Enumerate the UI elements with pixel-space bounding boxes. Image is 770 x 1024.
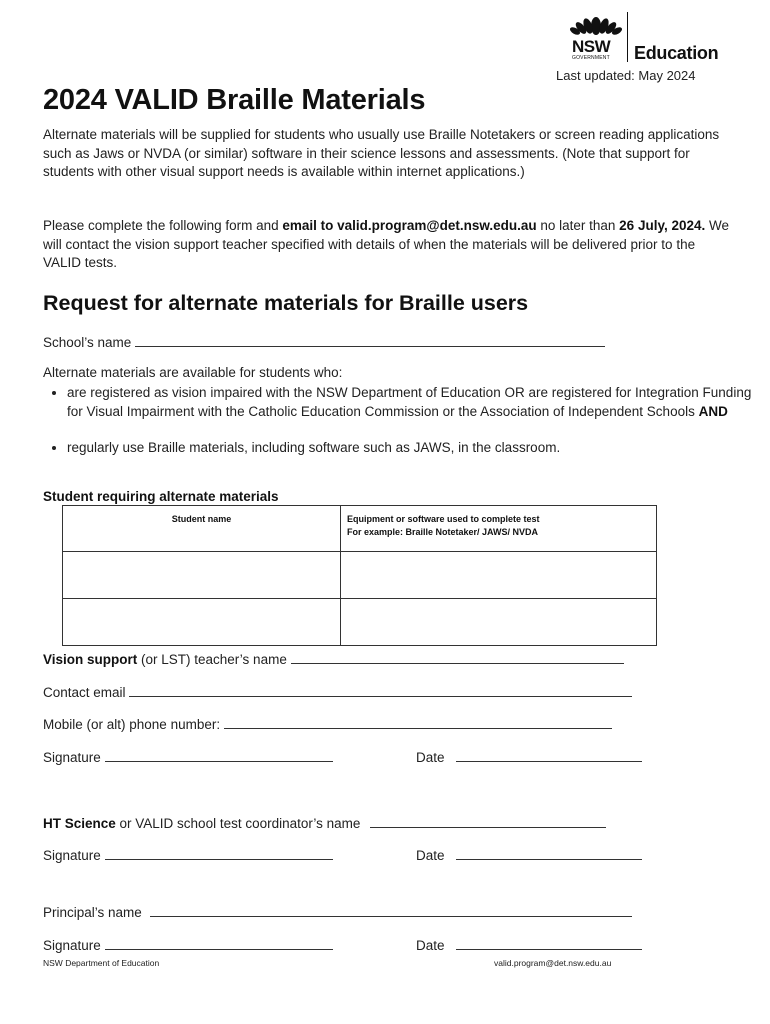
signature-label: Signature — [43, 848, 101, 863]
criteria-item — [67, 384, 757, 421]
date-field[interactable] — [456, 750, 642, 762]
vision-support-name-field[interactable] — [291, 652, 624, 664]
school-name-label: School’s name — [43, 335, 132, 350]
intro-paragraph: Alternate materials will be supplied for students who usually use Braille Notetakers or screen reading applications such as Jaws or NVDA (or similar) software in their science lessons and assessments. (Note that support for students with other visual support needs is available within internet applications.) — [43, 127, 720, 179]
date-label: Date — [416, 750, 445, 765]
email-instruction: email to valid.program@det.nsw.edu.au — [282, 218, 537, 233]
table-caption: Student requiring alternate materials — [43, 489, 279, 504]
vision-support-label: (or LST) teacher’s name — [137, 652, 287, 667]
logo-government-text: GOVERNMENT — [572, 55, 610, 61]
footer-department: NSW Department of Education — [43, 958, 160, 968]
waratah-logo-icon — [570, 8, 622, 38]
vision-support-label-bold: Vision support — [43, 652, 138, 667]
date-row — [416, 750, 642, 765]
contact-email-label: Contact email — [43, 685, 126, 700]
table-row — [63, 552, 657, 599]
footer-email: valid.program@det.nsw.edu.au — [494, 958, 612, 968]
mobile-field[interactable] — [224, 717, 612, 729]
criteria-text: regularly use Braille materials, including software such as JAWS, in the classroom. — [67, 440, 561, 455]
section-heading: Request for alternate materials for Braille users — [43, 291, 529, 315]
equipment-header-line: Equipment or software used to complete test — [347, 514, 540, 524]
date-field[interactable] — [456, 848, 642, 860]
ht-science-label: or VALID school test coordinator’s name — [115, 816, 361, 831]
signature-row — [43, 750, 333, 765]
instructions-text: no later than — [536, 218, 620, 233]
equipment-header — [341, 506, 657, 552]
equipment-header-example: For example: Braille Notetaker/ JAWS/ NVDA — [347, 527, 539, 537]
vision-support-row — [43, 652, 624, 667]
table-row — [63, 599, 657, 646]
student-name-cell[interactable] — [63, 552, 341, 599]
school-name-field[interactable] — [135, 335, 605, 347]
principal-name-field[interactable] — [150, 905, 632, 917]
student-name-cell[interactable] — [63, 599, 341, 646]
instructions-text: Please complete the following form and — [43, 218, 283, 233]
signature-label: Signature — [43, 750, 101, 765]
date-row — [416, 938, 642, 953]
signature-field[interactable] — [105, 750, 333, 762]
signature-label: Signature — [43, 938, 101, 953]
date-field[interactable] — [456, 938, 642, 950]
date-row — [416, 848, 642, 863]
ht-science-row — [43, 816, 606, 831]
student-name-header: Student name — [63, 506, 341, 552]
criteria-item — [67, 439, 757, 458]
signature-field[interactable] — [105, 848, 333, 860]
last-updated: Last updated: May 2024 — [556, 68, 696, 83]
signature-field[interactable] — [105, 938, 333, 950]
student-table — [62, 505, 657, 646]
ht-science-label-bold: HT Science — [43, 816, 116, 831]
principal-row — [43, 905, 632, 920]
contact-email-row — [43, 685, 632, 700]
equipment-cell[interactable] — [341, 552, 657, 599]
signature-row — [43, 938, 333, 953]
deadline: 26 July, 2024. — [619, 218, 706, 233]
logo-divider — [627, 12, 628, 62]
page-title: 2024 VALID Braille Materials — [43, 84, 426, 116]
criteria-text: are registered as vision impaired with the NSW Department of Education OR are registered for Integration Funding for Visual Impairment with the Catholic Education Commission or the Association of Independent Schools — [67, 385, 752, 419]
logo-education-text: Education — [634, 43, 719, 63]
instructions-text: We will contact the vision support teacher specified with details of when the materials will be delivered prior to the VALID tests. — [43, 218, 729, 270]
instructions-paragraph — [43, 217, 733, 273]
table-header-row — [63, 506, 657, 552]
principal-label: Principal’s name — [43, 905, 142, 920]
criteria-intro: Alternate materials are available for students who: — [43, 365, 343, 380]
signature-row — [43, 848, 333, 863]
criteria-list — [43, 384, 757, 458]
mobile-label: Mobile (or alt) phone number: — [43, 717, 221, 732]
criteria-and: AND — [698, 403, 728, 419]
contact-email-field[interactable] — [129, 685, 632, 697]
logo-nsw-text: NSW — [572, 37, 611, 56]
equipment-cell[interactable] — [341, 599, 657, 646]
school-name-row — [43, 335, 605, 350]
mobile-row — [43, 717, 612, 732]
ht-science-name-field[interactable] — [370, 816, 606, 828]
date-label: Date — [416, 848, 445, 863]
date-label: Date — [416, 938, 445, 953]
